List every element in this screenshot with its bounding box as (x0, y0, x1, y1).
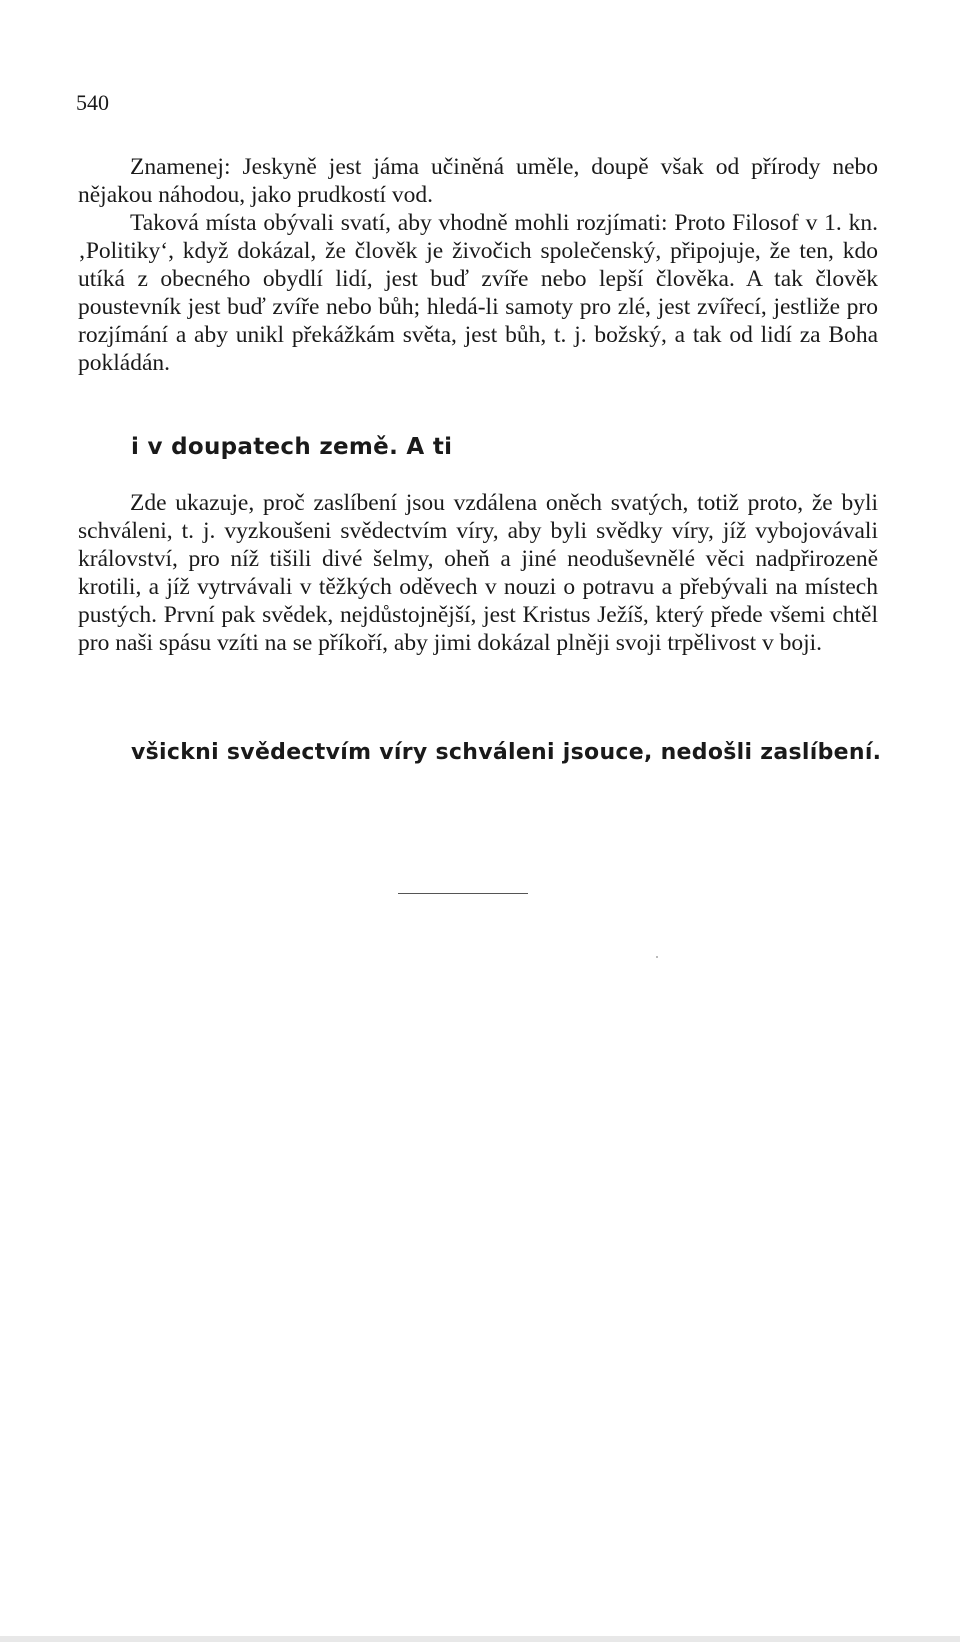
commentary-block-2 (78, 489, 878, 657)
scripture-lemma: všickni svědectvím víry schváleni jsouce, nedošli zaslíbení. (131, 740, 882, 765)
section-divider (398, 893, 528, 894)
commentary-paragraph: Taková místa obývali svatí, aby vhodně mohli rozjímati: Proto Filosof v 1. kn. ‚Politiky‘, když dokázal, že člověk je živočich společenský, připojuje, že ten, kdo utíká z obecného obydlí lidí, jest buď zvíře nebo lepší člověka. A tak člověk poustevník jest buď zvíře nebo bůh; hledá-li samoty pro zlé, jest zvířecí, jestliže pro rozjímání a aby unikl překážkám světa, jest bůh, t. j. božský, a tak od lidí za Boha pokládán. (78, 210, 878, 376)
commentary-block-1 (78, 153, 878, 377)
commentary-paragraph: Znamenej: Jeskyně jest jáma učiněná uměle, doupě však od přírody nebo nějakou náhodou, jako prudkostí vod. (78, 154, 878, 208)
scripture-lemma: i v doupatech země. A ti (131, 434, 453, 460)
page-bottom-edge (0, 1636, 960, 1642)
page-number: 540 (76, 90, 109, 115)
scan-speck (656, 956, 658, 958)
commentary-paragraph: Zde ukazuje, proč zaslíbení jsou vzdálena oněch svatých, totiž proto, že byli schváleni, t. j. vyzkoušeni svědectvím víry, aby byli svědky víry, jíž vybojovávali království, pro níž tišili divé šelmy, oheň a jiné neoduševnělé věci nadpřirozeně krotili, a jíž vytrvávali v těžkých oděvech v nouzi o potravu a přebývali na místech pustých. První pak svědek, nejdůstojnější, jest Kristus Ježíš, který přede všemi chtěl pro naši spásu vzíti na se příkoří, aby jimi dokázal plněji svoji trpělivost v boji. (78, 490, 878, 656)
